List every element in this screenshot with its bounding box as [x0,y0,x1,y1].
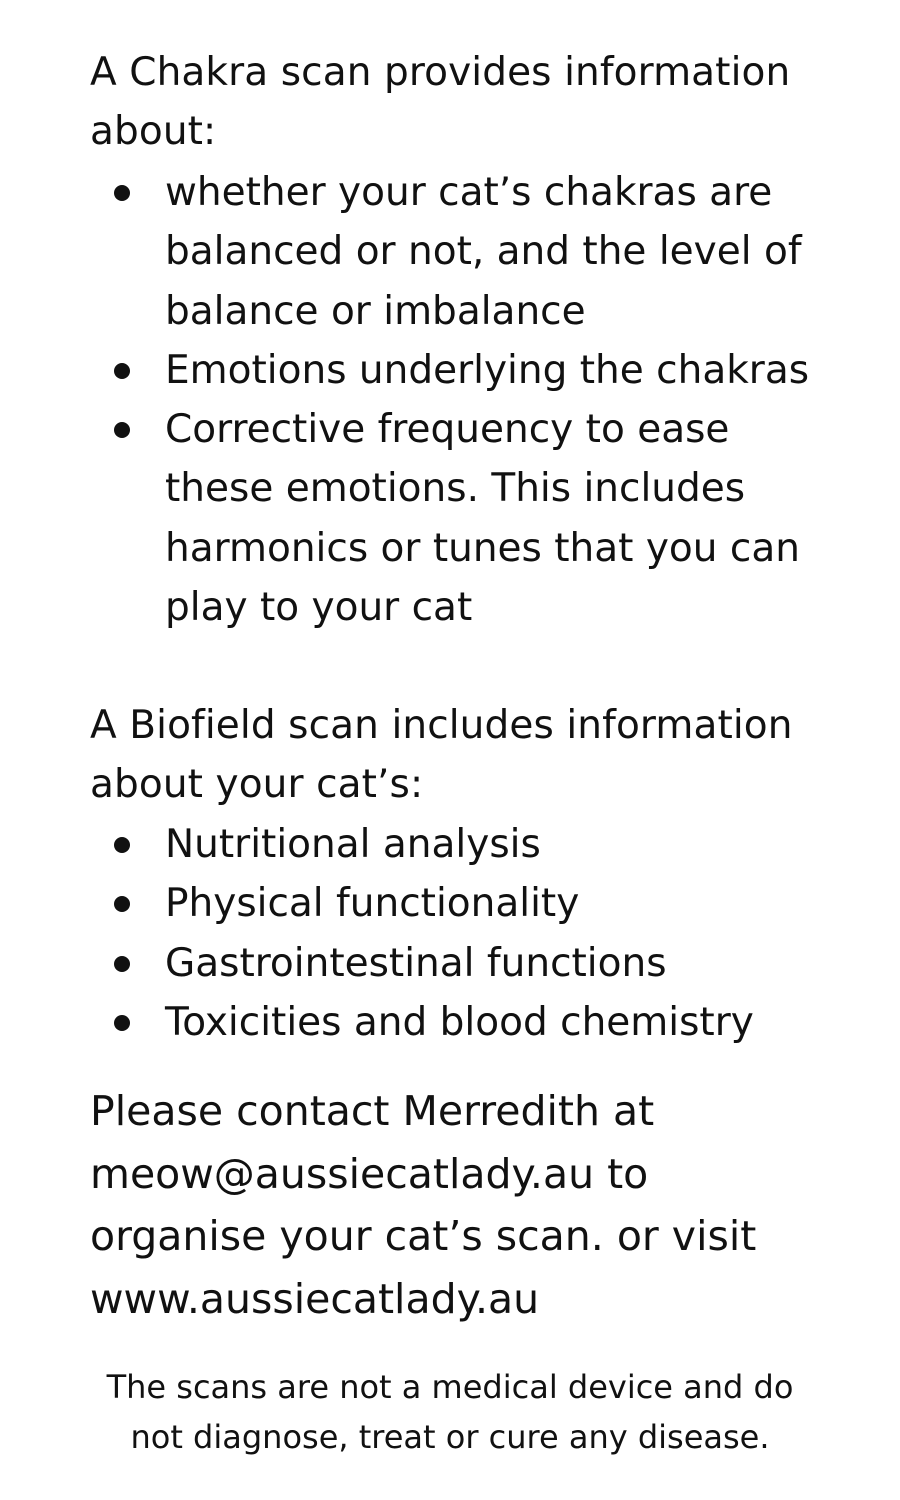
bullet-icon [114,185,130,201]
chakra-list [90,163,810,637]
list-item-text: Nutritional analysis [165,822,541,867]
list-item [90,815,810,874]
list-item-text: Corrective frequency to ease these emotions. This includes harmonics or tunes that you can play to your cat [165,407,800,631]
list-item [90,341,810,400]
list-item [90,993,810,1052]
bullet-icon [114,422,130,438]
list-item [90,874,810,933]
bullet-icon [114,363,130,379]
list-item [90,163,810,341]
biofield-intro: A Biofield scan includes information about your cat’s: [90,703,793,807]
list-item-text: Emotions underlying the chakras [165,347,810,393]
bullet-icon [114,837,130,853]
list-item-text: whether your cat’s chakras are balanced or not, and the level of balance or imbalance [165,170,802,334]
list-item [90,934,810,993]
bullet-icon [114,956,130,972]
list-item-text: Gastrointestinal functions [165,940,667,986]
chakra-intro: A Chakra scan provides information about: [90,50,791,154]
bullet-icon [114,896,130,912]
bullet-icon [114,1015,130,1031]
biofield-list [90,815,810,1052]
list-item-text: Physical functionality [165,881,580,927]
list-item [90,400,810,637]
disclaimer-text: The scans are not a medical device and do not diagnose, treat or cure any disease. [106,1368,794,1456]
contact-paragraph: Please contact Merredith at meow@aussiecatlady.au to organise your cat’s scan. or visit www.aussiecatlady.au [90,1087,757,1323]
list-item-text: Toxicities and blood chemistry [165,999,754,1045]
